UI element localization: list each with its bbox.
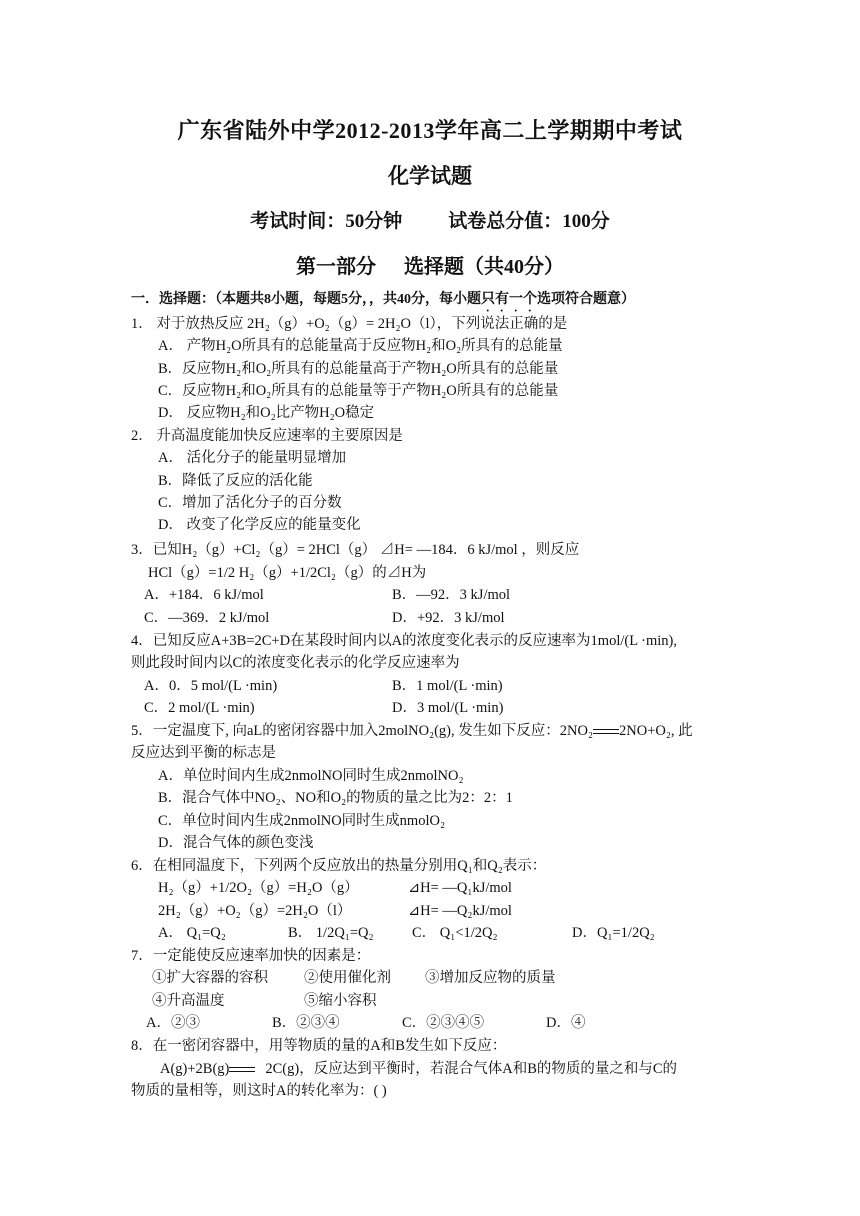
question-6: 6．在相同温度下，下列两个反应放出的热量分别用Q₁和Q₂表示： bbox=[131, 858, 547, 874]
q7-factor-2: ②使用催化剂 bbox=[304, 970, 391, 986]
q6-equation-2: 2H₂（g）+O₂（g）=2H₂O（l） bbox=[158, 903, 352, 919]
q5-option-d: D．混合气体的颜色变浅 bbox=[158, 835, 314, 851]
q8-equation bbox=[160, 1059, 677, 1079]
q5-option-b: B．混合气体中NO₂、NO和O₂的物质的量之比为2：2：1 bbox=[158, 790, 513, 806]
q1-option-c: C．反应物H₂和O₂所具有的总能量等于产物H₂O所具有的总能量 bbox=[158, 383, 559, 399]
q7-factor-3: ③增加反应物的质量 bbox=[425, 970, 556, 986]
document-subject: 化学试题 bbox=[388, 164, 472, 188]
part-label: 选择题（共40分） bbox=[404, 256, 564, 278]
q7-option-b: B．②③④ bbox=[272, 1015, 340, 1031]
document-title: 广东省陆外中学2012-2013学年高二上学期期中考试 bbox=[177, 118, 683, 143]
q2-option-b: B．降低了反应的活化能 bbox=[158, 473, 313, 489]
question-1: 1． 对于放热反应 2H₂（g）+O₂（g）= 2H₂O（l），下列说法正确的是 bbox=[131, 316, 568, 332]
part-name: 第一部分 bbox=[296, 256, 376, 278]
q7-factor-4: ④升高温度 bbox=[152, 993, 225, 1009]
exam-info bbox=[0, 206, 860, 233]
q2-option-d: D． 改变了化学反应的能量变化 bbox=[158, 517, 361, 533]
q2-option-a: A． 活化分子的能量明显增加 bbox=[158, 450, 347, 466]
q2-option-c: C．增加了活化分子的百分数 bbox=[158, 495, 342, 511]
equilibrium-arrow-icon bbox=[593, 727, 619, 737]
question-5-line2: 反应达到平衡的标志是 bbox=[131, 745, 276, 761]
q5-option-a: A．单位时间内生成2nmolNO同时生成2nmolNO₂ bbox=[158, 768, 464, 784]
question-5 bbox=[131, 721, 693, 741]
question-3: 3．已知H₂（g）+Cl₂（g）= 2HCl（g） ⊿H= —184．6 kJ/mol ，则反应 bbox=[131, 542, 580, 558]
q3-option-c: C．—369．2 kJ/mol bbox=[144, 610, 270, 626]
q6-option-c: C． Q₁<1/2Q₂ bbox=[412, 925, 498, 941]
q5-text-after: 2NO+O₂, 此 bbox=[619, 723, 693, 739]
question-4: 4．已知反应A+3B=2C+D在某段时间内以A的浓度变化表示的反应速率为1mol/(L ·min), bbox=[131, 633, 677, 649]
q3-option-b: B．—92．3 kJ/mol bbox=[392, 587, 511, 603]
question-8: 8．在一密闭容器中，用等物质的量的A和B发生如下反应： bbox=[131, 1038, 507, 1054]
q1-option-d: D． 反应物H₂和O₂比产物H₂O稳定 bbox=[158, 405, 375, 421]
q5-text-before: 5．一定温度下, 向aL的密闭容器中加入2molNO₂(g), 发生如下反应：2NO₂ bbox=[131, 723, 594, 739]
q6-enthalpy-2: ⊿H= —Q₂kJ/mol bbox=[408, 903, 512, 919]
q7-option-d: D．④ bbox=[546, 1015, 586, 1031]
q4-option-b: B．1 mol/(L ·min) bbox=[392, 678, 503, 694]
question-2: 2． 升高温度能加快反应速率的主要原因是 bbox=[131, 428, 403, 444]
section-instructions bbox=[131, 288, 635, 315]
q7-option-c: C．②③④⑤ bbox=[402, 1015, 485, 1031]
q3-option-d: D．+92．3 kJ/mol bbox=[392, 610, 505, 626]
exam-time: 考试时间：50分钟 bbox=[250, 211, 403, 232]
q4-option-d: D．3 mol/(L ·min) bbox=[392, 700, 504, 716]
q8-equation-left: A(g)+2B(g) bbox=[160, 1061, 230, 1077]
q3-option-a: A．+184．6 kJ/mol bbox=[144, 587, 264, 603]
q6-enthalpy-1: ⊿H= —Q₁kJ/mol bbox=[408, 880, 512, 896]
part-title bbox=[0, 250, 860, 279]
q6-option-d: D．Q₁=1/2Q₂ bbox=[572, 925, 655, 941]
exam-total-score: 试卷总分值：100分 bbox=[448, 211, 610, 232]
q8-equation-right: 2C(g)，反应达到平衡时，若混合气体A和B的物质的量之和与C的 bbox=[265, 1061, 678, 1077]
q4-option-c: C．2 mol/(L ·min) bbox=[144, 700, 255, 716]
q6-option-a: A． Q₁=Q₂ bbox=[158, 925, 226, 941]
question-3-line2: HCl（g）=1/2 H₂（g）+1/2Cl₂（g）的⊿H为 bbox=[148, 565, 427, 581]
q7-option-a: A．②③ bbox=[146, 1015, 200, 1031]
equilibrium-arrow-icon bbox=[229, 1065, 265, 1075]
q5-option-c: C．单位时间内生成2nmolNO同时生成nmolO₂ bbox=[158, 813, 446, 829]
section-suffix: 选项符合题意） bbox=[537, 292, 635, 307]
q1-option-a: A． 产物H₂O所具有的总能量高于反应物H₂和O₂所具有的总能量 bbox=[158, 338, 563, 354]
q7-factor-5: ⑤缩小容积 bbox=[304, 993, 377, 1009]
section-prefix: 一．选择题：（本题共8小题，每题5分，，共40分，每小题 bbox=[131, 292, 481, 307]
q6-equation-1: H₂（g）+1/2O₂（g）=H₂O（g） bbox=[158, 880, 359, 896]
question-8-line2: 物质的量相等，则这时A的转化率为：( ) bbox=[131, 1083, 387, 1099]
q1-option-b: B．反应物H₂和O₂所具有的总能量高于产物H₂O所具有的总能量 bbox=[158, 361, 559, 377]
q4-option-a: A．0．5 mol/(L ·min) bbox=[144, 678, 278, 694]
q7-factor-1: ①扩大容器的容积 bbox=[152, 970, 268, 986]
q6-option-b: B． 1/2Q₁=Q₂ bbox=[288, 925, 374, 941]
section-emphasis: 只有一个 bbox=[481, 292, 537, 307]
question-7: 7．一定能使反应速率加快的因素是： bbox=[131, 948, 371, 964]
question-4-line2: 则此段时间内以C的浓度变化表示的化学反应速率为 bbox=[131, 655, 460, 671]
